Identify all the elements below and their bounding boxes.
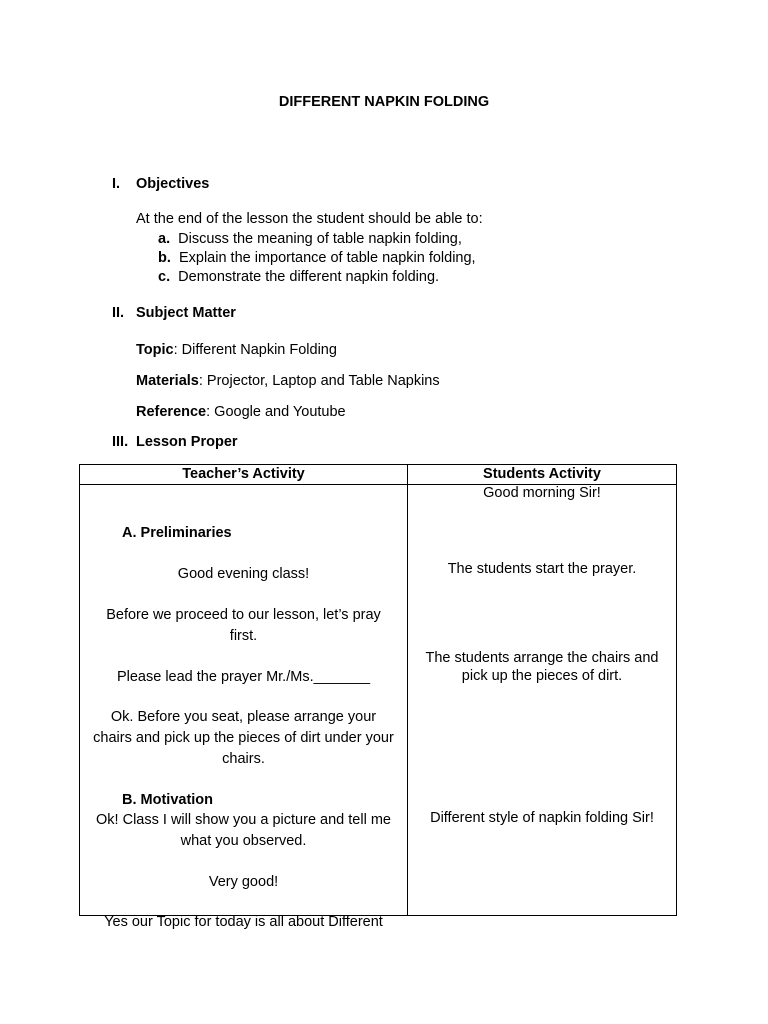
lead-prayer-line: Please lead the prayer Mr./Ms._______ — [116, 669, 371, 685]
preliminaries-heading: A. Preliminaries — [122, 525, 232, 541]
teacher-activity-cell — [80, 485, 408, 930]
picture-line-1: Ok! Class I will show you a picture and tell me — [96, 812, 391, 828]
objective-item-c — [158, 269, 439, 285]
objective-item-b — [158, 250, 476, 266]
item-marker: b. — [158, 250, 171, 266]
student-arrange-line-1: The students arrange the chairs and — [425, 650, 659, 666]
students-activity-cell — [408, 485, 677, 916]
reference-label: Reference — [136, 404, 207, 420]
topic-intro-line: Yes our Topic for today is all about Different — [104, 914, 383, 930]
section-title: Subject Matter — [136, 305, 236, 321]
student-greeting: Good morning Sir! — [483, 485, 601, 501]
pray-line-2: first. — [229, 628, 258, 644]
subject-matter-heading — [112, 305, 236, 321]
motivation-heading: B. Motivation — [122, 792, 214, 808]
section-number: III. — [112, 434, 129, 450]
seat-line-3: chairs. — [222, 751, 265, 767]
table-header-row — [80, 465, 677, 485]
materials-label: Materials — [136, 373, 199, 389]
activity-table — [79, 464, 677, 930]
item-text: Discuss the meaning of table napkin folding, — [178, 231, 462, 247]
table-row — [80, 485, 677, 916]
topic-line — [136, 342, 337, 358]
student-style-answer: Different style of napkin folding Sir! — [430, 810, 654, 826]
very-good-line: Very good! — [208, 874, 279, 890]
lesson-proper-heading — [112, 434, 238, 450]
teacher-greeting: Good evening class! — [177, 566, 310, 582]
objectives-intro: At the end of the lesson the student should be able to: — [136, 211, 483, 227]
item-text: Demonstrate the different napkin folding. — [178, 269, 440, 285]
materials-line — [136, 373, 440, 389]
reference-value: : Google and Youtube — [206, 404, 346, 420]
materials-value: : Projector, Laptop and Table Napkins — [198, 373, 440, 389]
document-title: DIFFERENT NAPKIN FOLDING — [278, 94, 490, 110]
topic-label: Topic — [136, 342, 174, 358]
students-activity-header: Students Activity — [408, 465, 677, 485]
objective-item-a — [158, 231, 462, 247]
seat-line-2: chairs and pick up the pieces of dirt under your — [93, 730, 394, 746]
student-prayer-line: The students start the prayer. — [447, 561, 637, 577]
teacher-activity-header: Teacher’s Activity — [80, 465, 408, 485]
section-number: I. — [112, 176, 121, 192]
pray-line-1: Before we proceed to our lesson, let’s pray — [106, 607, 381, 623]
item-marker: a. — [158, 231, 171, 247]
section-number: II. — [112, 305, 125, 321]
picture-line-2: what you observed. — [180, 833, 307, 849]
reference-line — [136, 404, 346, 420]
section-title: Objectives — [136, 176, 210, 192]
item-marker: c. — [158, 269, 171, 285]
item-text: Explain the importance of table napkin folding, — [178, 250, 476, 266]
student-arrange-line-2: pick up the pieces of dirt. — [461, 668, 623, 684]
objectives-heading — [112, 176, 209, 192]
section-title: Lesson Proper — [136, 434, 238, 450]
topic-value: : Different Napkin Folding — [173, 342, 337, 358]
seat-line-1: Ok. Before you seat, please arrange your — [110, 709, 377, 725]
